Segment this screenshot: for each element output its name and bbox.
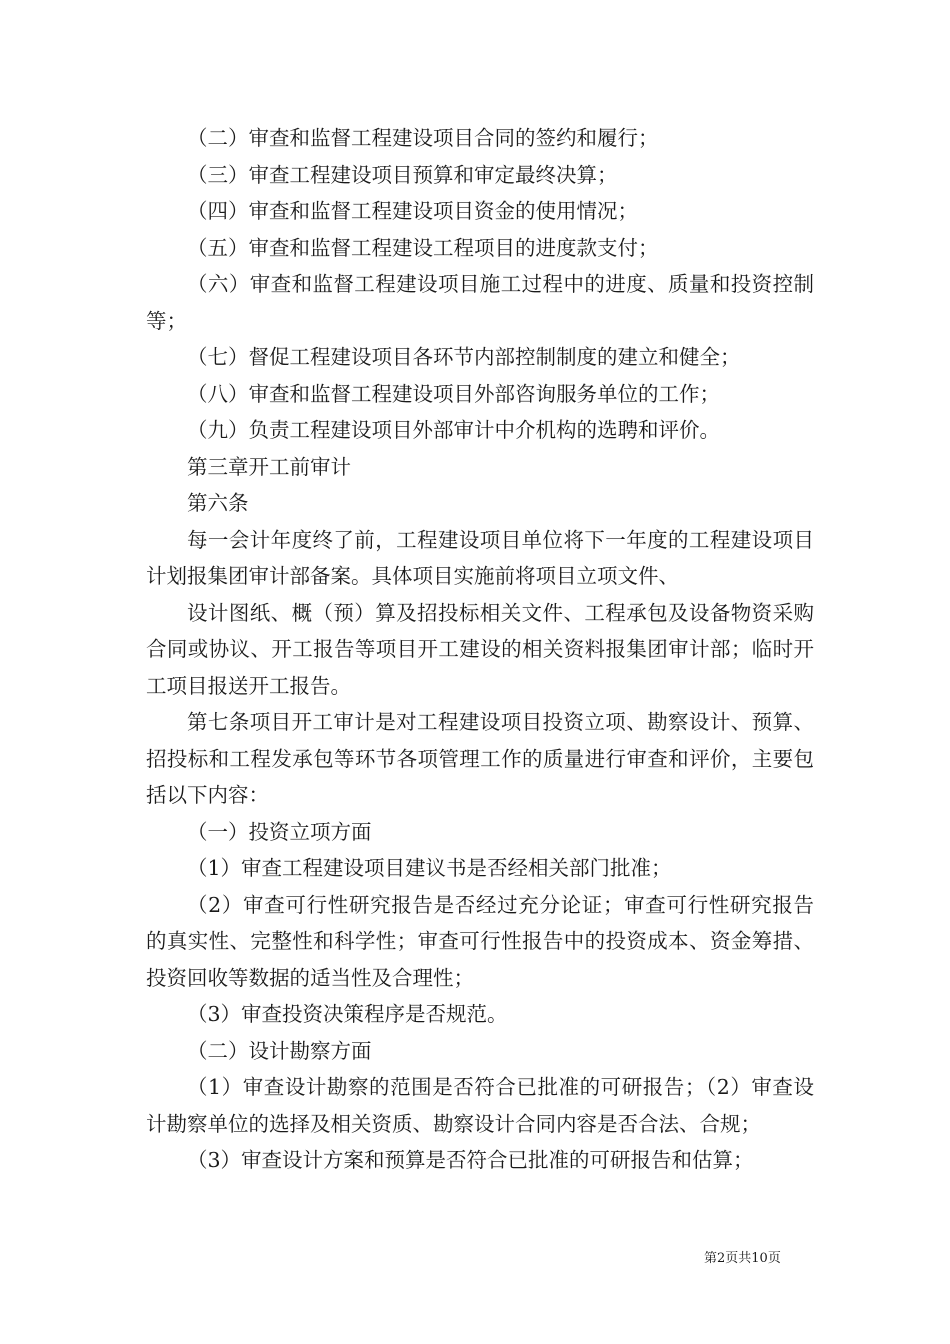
paragraph: （1）审查设计勘察的范围是否符合已批准的可研报告；（2）审查设计勘察单位的选择及相关资质、勘察设计合同内容是否合法、合规； [146,1075,814,1136]
paragraph: （1）审查工程建设项目建议书是否经相关部门批准； [187,856,672,880]
article-heading: 第六条 [187,491,249,515]
paragraph: （四）审查和监督工程建设项目资金的使用情况； [187,199,638,223]
paragraph: （2）审查可行性研究报告是否经过充分论证；审查可行性研究报告的真实性、完整性和科学性；审查可行性报告中的投资成本、资金筹措、投资回收等数据的适当性及合理性； [146,892,814,990]
paragraph: （六）审查和监督工程建设项目施工过程中的进度、质量和投资控制等； [146,272,814,333]
paragraph: 第七条项目开工审计是对工程建设项目投资立项、勘察设计、预算、招投标和工程发承包等环节各项管理工作的质量进行审查和评价，主要包括以下内容： [146,710,814,807]
paragraph: （七）督促工程建设项目各环节内部控制制度的建立和健全； [187,345,741,369]
paragraph: （五）审查和监督工程建设工程项目的进度款支付； [187,235,659,260]
page-number: 第2页共10页 [704,1251,781,1266]
paragraph: （八）审查和监督工程建设项目外部咨询服务单位的工作； [187,381,720,406]
paragraph: （3）审查投资决策程序是否规范。 [187,1002,508,1026]
section-heading: （二）设计勘察方面 [187,1038,372,1063]
paragraph: 每一会计年度终了前，工程建设项目单位将下一年度的工程建设项目计划报集团审计部备案。具体项目实施前将项目立项文件、 [146,527,814,588]
chapter-heading: 第三章开工前审计 [187,454,351,479]
paragraph: （二）审查和监督工程建设项目合同的签约和履行； [187,126,659,150]
section-heading: （一）投资立项方面 [187,819,372,844]
paragraph: （3）审查设计方案和预算是否符合已批准的可研报告和估算； [187,1148,754,1172]
paragraph: （九）负责工程建设项目外部审计中介机构的选聘和评价。 [187,418,720,442]
paragraph: 设计图纸、概（预）算及招投标相关文件、工程承包及设备物资采购合同或协议、开工报告等项目开工建设的相关资料报集团审计部；临时开工项目报送开工报告。 [146,600,814,698]
document-body [146,120,814,1179]
paragraph: （三）审查工程建设项目预算和审定最终决算； [187,162,618,187]
